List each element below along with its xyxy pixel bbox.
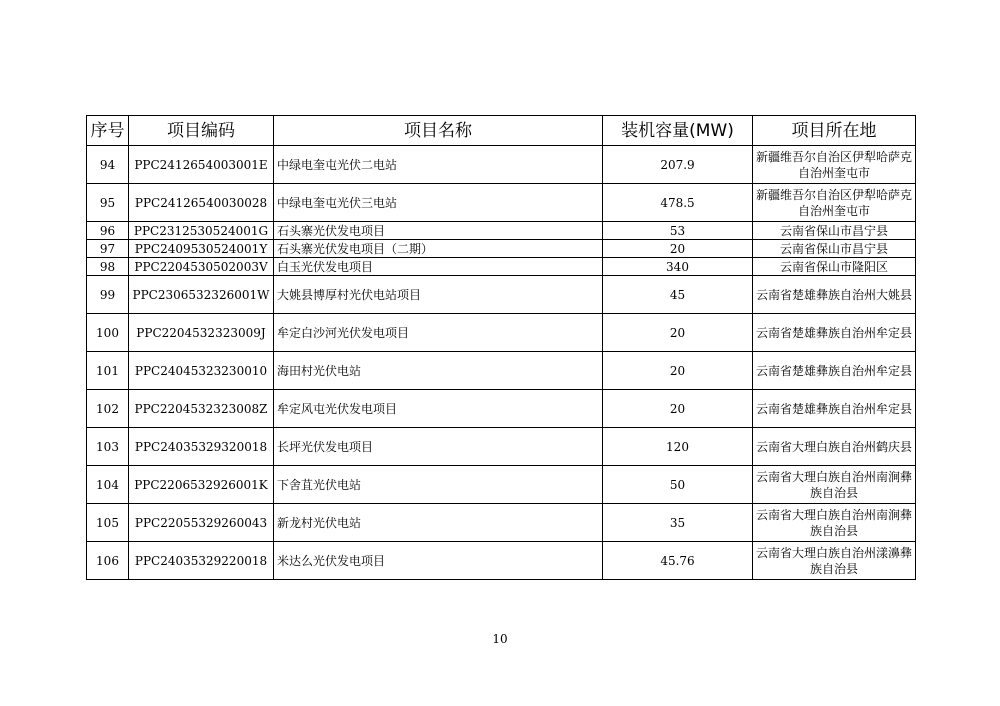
cell-capacity: 20	[603, 314, 753, 352]
cell-project-name: 米达么光伏发电项目	[274, 542, 603, 580]
cell-project-code: PPC24035329220018	[129, 542, 274, 580]
cell-capacity: 20	[603, 390, 753, 428]
cell-project-code: PPC2409530524001Y	[129, 240, 274, 258]
cell-capacity: 50	[603, 466, 753, 504]
table-row	[87, 276, 916, 314]
cell-location: 新疆维吾尔自治区伊犁哈萨克自治州奎屯市	[753, 146, 916, 184]
cell-index: 95	[87, 184, 129, 222]
cell-project-code: PPC2204532323008Z	[129, 390, 274, 428]
table-row	[87, 146, 916, 184]
cell-location: 云南省保山市昌宁县	[753, 222, 916, 240]
table-row	[87, 240, 916, 258]
cell-index: 104	[87, 466, 129, 504]
cell-location: 云南省楚雄彝族自治州牟定县	[753, 390, 916, 428]
cell-index: 99	[87, 276, 129, 314]
page-number: 10	[492, 632, 508, 646]
cell-index: 101	[87, 352, 129, 390]
cell-project-code: PPC22055329260043	[129, 504, 274, 542]
table-row	[87, 352, 916, 390]
table-header-row	[87, 116, 916, 146]
table-row	[87, 314, 916, 352]
cell-location: 云南省楚雄彝族自治州牟定县	[753, 314, 916, 352]
cell-capacity: 120	[603, 428, 753, 466]
table-row	[87, 390, 916, 428]
cell-project-name: 中绿电奎屯光伏三电站	[274, 184, 603, 222]
cell-location: 云南省大理白族自治州鹤庆县	[753, 428, 916, 466]
header-capacity: 装机容量(MW)	[603, 116, 753, 146]
cell-project-code: PPC2312530524001G	[129, 222, 274, 240]
table-row	[87, 222, 916, 240]
cell-project-name: 白玉光伏发电项目	[274, 258, 603, 276]
table-row	[87, 184, 916, 222]
cell-capacity: 478.5	[603, 184, 753, 222]
cell-capacity: 20	[603, 240, 753, 258]
cell-project-code: PPC2412654003001E	[129, 146, 274, 184]
cell-project-name: 长坪光伏发电项目	[274, 428, 603, 466]
cell-index: 105	[87, 504, 129, 542]
cell-location: 云南省楚雄彝族自治州大姚县	[753, 276, 916, 314]
cell-location: 云南省保山市昌宁县	[753, 240, 916, 258]
cell-project-code: PPC24035329320018	[129, 428, 274, 466]
table-row	[87, 504, 916, 542]
cell-location: 云南省大理白族自治州南涧彝族自治县	[753, 466, 916, 504]
cell-project-name: 石头寨光伏发电项目（二期）	[274, 240, 603, 258]
cell-project-name: 海田村光伏电站	[274, 352, 603, 390]
header-location: 项目所在地	[753, 116, 916, 146]
cell-index: 100	[87, 314, 129, 352]
cell-project-name: 新龙村光伏电站	[274, 504, 603, 542]
cell-project-code: PPC2204532323009J	[129, 314, 274, 352]
cell-project-name: 大姚县博厚村光伏电站项目	[274, 276, 603, 314]
cell-location: 云南省保山市隆阳区	[753, 258, 916, 276]
header-project-code: 项目编码	[129, 116, 274, 146]
project-table	[86, 115, 916, 580]
table-row	[87, 258, 916, 276]
cell-index: 106	[87, 542, 129, 580]
cell-location: 云南省楚雄彝族自治州牟定县	[753, 352, 916, 390]
cell-project-code: PPC2306532326001W	[129, 276, 274, 314]
cell-project-name: 中绿电奎屯光伏二电站	[274, 146, 603, 184]
cell-capacity: 45	[603, 276, 753, 314]
cell-project-code: PPC2204530502003V	[129, 258, 274, 276]
cell-index: 96	[87, 222, 129, 240]
cell-project-name: 牟定风屯光伏发电项目	[274, 390, 603, 428]
header-project-name: 项目名称	[274, 116, 603, 146]
header-index: 序号	[87, 116, 129, 146]
cell-capacity: 35	[603, 504, 753, 542]
cell-capacity: 20	[603, 352, 753, 390]
table-row	[87, 428, 916, 466]
cell-project-name: 牟定白沙河光伏发电项目	[274, 314, 603, 352]
cell-index: 102	[87, 390, 129, 428]
cell-project-code: PPC2206532926001K	[129, 466, 274, 504]
cell-project-code: PPC24045323230010	[129, 352, 274, 390]
cell-project-code: PPC24126540030028	[129, 184, 274, 222]
table-row	[87, 466, 916, 504]
cell-index: 98	[87, 258, 129, 276]
cell-capacity: 207.9	[603, 146, 753, 184]
cell-index: 103	[87, 428, 129, 466]
cell-location: 新疆维吾尔自治区伊犁哈萨克自治州奎屯市	[753, 184, 916, 222]
table-row	[87, 542, 916, 580]
cell-project-name: 下舍苴光伏电站	[274, 466, 603, 504]
cell-capacity: 45.76	[603, 542, 753, 580]
cell-location: 云南省大理白族自治州南涧彝族自治县	[753, 504, 916, 542]
cell-index: 94	[87, 146, 129, 184]
cell-capacity: 53	[603, 222, 753, 240]
cell-index: 97	[87, 240, 129, 258]
cell-project-name: 石头寨光伏发电项目	[274, 222, 603, 240]
cell-capacity: 340	[603, 258, 753, 276]
cell-location: 云南省大理白族自治州漾濞彝族自治县	[753, 542, 916, 580]
